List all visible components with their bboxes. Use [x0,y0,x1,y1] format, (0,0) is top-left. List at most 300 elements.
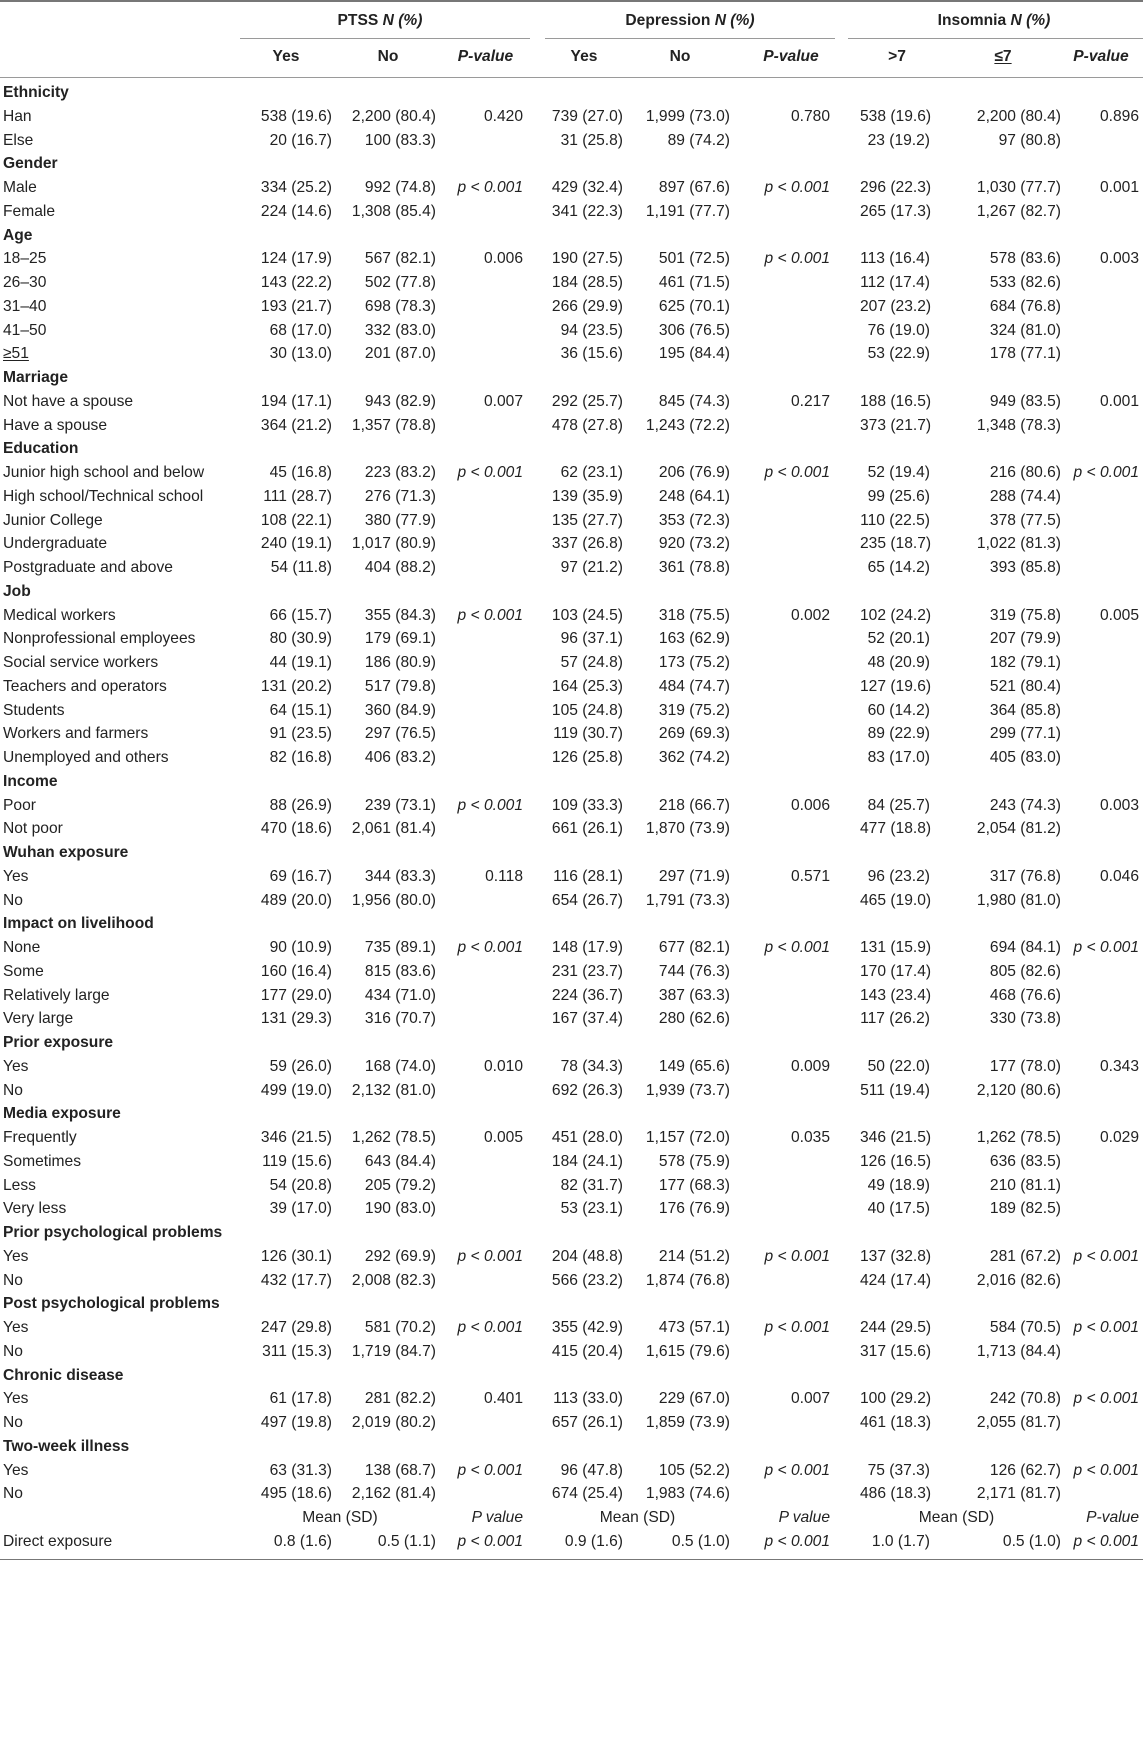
table-cell: 126 (16.5) [860,1152,932,1170]
table-cell: 30 (13.0) [269,345,332,363]
table-row [0,1458,1143,1484]
table-cell: 131 (20.2) [260,677,332,695]
table-row [0,674,1143,700]
table-cell: p < 0.001 [1073,1390,1139,1408]
table-cell: 429 (32.4) [551,179,623,196]
table-cell: 694 (84.1) [989,939,1061,956]
table-cell: Students [3,701,65,719]
table-cell: 90 (10.9) [269,939,332,956]
table-cell: 311 (15.3) [262,1342,332,1360]
table-cell: p < 0.001 [1073,1319,1139,1336]
table-cell: 20 (16.7) [269,131,332,149]
table-cell: No [3,891,23,909]
table-cell [752,294,830,320]
table-cell: No [3,1485,23,1503]
table-cell: 68 (17.0) [269,321,332,339]
group-name: Insomnia [937,12,1007,29]
mean-header-cell: P-value [1086,1509,1139,1526]
table-row [0,270,1143,296]
table-cell: 584 (70.5) [989,1319,1061,1336]
table-cell: 501 (72.5) [658,250,730,268]
table-cell: 2,055 (81.7) [976,1414,1061,1431]
table-cell: 344 (83.3) [364,867,436,885]
table-cell: 103 (24.5) [551,606,623,624]
table-cell: 188 (16.5) [860,392,932,410]
table-cell: 0.5 (1.0) [671,1532,730,1550]
table-cell [1063,983,1139,1009]
table-cell: 48 (20.9) [867,654,930,671]
table-row [0,1054,1143,1080]
table-cell: 60 (14.2) [867,701,930,719]
table-cell: 0.006 [790,796,830,814]
table-row [0,959,1143,985]
table-cell: 190 (27.5) [551,250,623,268]
table-cell: 2,061 (81.4) [351,820,436,838]
table-row [0,1244,1143,1270]
table-cell: 517 (79.8) [364,677,436,695]
table-cell: p < 0.001 [764,250,830,268]
table-cell: p < 0.001 [457,939,523,956]
table-cell: None [3,939,41,956]
table-cell: 1,939 (73.7) [645,1081,730,1099]
table-cell: 332 (83.0) [364,321,436,339]
table-cell: 1,713 (84.4) [976,1342,1061,1360]
table-row [0,460,1143,486]
section-title-row [0,223,1143,249]
table-cell: p < 0.001 [1073,1461,1139,1479]
table-row [0,389,1143,415]
table-cell: Undergraduate [3,535,108,553]
table-cell: p < 0.001 [457,179,523,196]
table-cell: 1,859 (73.9) [645,1414,730,1431]
table-cell: 521 (80.4) [989,677,1061,695]
table-cell: 511 (19.4) [860,1081,930,1099]
table-cell: 337 (26.8) [551,535,623,553]
table-cell: 44 (19.1) [269,654,332,671]
table-cell: 75 (37.3) [867,1461,930,1479]
table-cell: 40 (17.5) [867,1200,930,1218]
group-suffix: N (%) [1010,12,1051,29]
table-cell: 578 (75.9) [658,1152,730,1170]
table-cell: Poor [3,796,36,814]
section-title-row [0,579,1143,605]
table-cell: 99 (25.6) [867,487,930,505]
table-cell [752,745,830,771]
table-cell [752,698,830,724]
table-cell: 324 (81.0) [989,321,1061,339]
table-row [0,555,1143,581]
table-cell: 292 (69.9) [364,1247,436,1265]
table-cell: Job [3,582,31,600]
table-cell: 280 (62.6) [658,1010,730,1028]
table-cell: 194 (17.1) [260,392,332,410]
table-cell: 184 (28.5) [551,274,623,291]
table-cell: Yes [3,867,29,885]
table-cell: Postgraduate and above [3,559,173,576]
table-cell: 96 (23.2) [867,867,930,885]
table-cell [1063,888,1139,914]
table-cell [752,888,830,914]
table-cell: 195 (84.4) [658,345,730,363]
table-cell [752,650,830,676]
table-cell: 189 (82.5) [989,1200,1061,1218]
table-cell: 296 (22.3) [860,179,932,196]
table-cell: 473 (57.1) [658,1319,730,1336]
table-cell: 113 (33.0) [553,1390,623,1408]
section-title-row [0,80,1143,106]
table-cell: 184 (24.1) [551,1152,623,1170]
table-cell: 1,999 (73.0) [645,107,730,125]
table-cell: 2,054 (81.2) [976,820,1061,838]
table-cell: p < 0.001 [1073,1532,1139,1550]
table-cell: 281 (82.2) [364,1390,436,1408]
table-row [0,1481,1143,1507]
table-cell: 52 (20.1) [867,630,930,648]
table-cell [1063,745,1139,771]
table-cell: 205 (79.2) [364,1176,436,1194]
table-row [0,484,1143,510]
table-row [0,698,1143,724]
table-cell: 96 (47.8) [560,1461,623,1479]
table-cell: 229 (67.0) [658,1390,730,1408]
table-cell: 100 (29.2) [860,1390,932,1408]
table-cell: 684 (76.8) [989,297,1061,315]
table-cell: 41–50 [3,321,47,339]
table-cell: Relatively large [3,986,110,1004]
table-cell [448,1196,523,1222]
table-cell [448,1078,523,1104]
table-cell [1063,816,1139,842]
table-cell: p < 0.001 [1073,464,1139,481]
table-cell: 69 (16.7) [269,867,332,885]
section-title-row [0,1434,1143,1460]
table-cell: 190 (83.0) [364,1200,436,1218]
table-cell: 0.035 [790,1129,830,1146]
section-title-row [0,151,1143,177]
table-cell: 581 (70.2) [364,1319,436,1336]
table-cell [1063,626,1139,652]
table-row [0,1125,1143,1151]
table-cell: 317 (15.6) [860,1342,932,1360]
table-row [0,1315,1143,1341]
table-cell: 943 (82.9) [364,392,436,410]
table-cell: Nonprofessional employees [3,630,196,648]
table-cell: 2,171 (81.7) [976,1485,1061,1503]
table-row [0,128,1143,154]
table-cell: 636 (83.5) [989,1152,1061,1170]
table-cell: Female [3,202,55,220]
table-cell [448,1268,523,1294]
table-cell: 0.8 (1.6) [273,1532,332,1550]
table-cell: 0.029 [1099,1129,1139,1146]
table-cell: 578 (83.6) [989,250,1061,268]
table-cell: 31 (25.8) [560,131,623,149]
table-cell [752,413,830,439]
table-cell: 661 (26.1) [551,820,623,838]
table-row [0,603,1143,629]
table-cell: 110 (22.5) [860,511,930,529]
group-header-ptss [240,8,520,34]
table-cell: 465 (19.0) [860,891,932,909]
table-cell: 108 (22.1) [260,511,332,529]
table-cell: 1,262 (78.5) [351,1129,436,1146]
table-cell: 0.003 [1099,796,1139,814]
table-cell: 276 (71.3) [364,487,436,505]
table-cell: Ethnicity [3,84,69,101]
table-cell: 393 (85.8) [989,559,1061,576]
table-cell: 49 (18.9) [867,1176,930,1194]
table-cell: Media exposure [3,1105,121,1123]
table-cell [1063,555,1139,581]
table-cell: 0.010 [483,1057,523,1075]
table-cell: 177 (78.0) [989,1057,1061,1075]
table-cell: 735 (89.1) [364,939,436,956]
table-cell [1063,199,1139,225]
group-suffix: N (%) [382,12,423,29]
table-cell: 654 (26.7) [551,891,623,909]
table-cell: 0.007 [790,1390,830,1408]
table-cell: 143 (22.2) [260,274,332,291]
table-cell: 218 (66.7) [658,796,730,814]
table-cell: 164 (25.3) [551,677,623,695]
table-cell: 119 (15.6) [262,1152,332,1170]
table-cell: 78 (34.3) [560,1057,623,1075]
table-cell: 1,983 (74.6) [645,1485,730,1503]
subheader-cell: >7 [888,48,906,65]
table-cell: 243 (74.3) [989,796,1061,814]
table-cell: 0.006 [483,250,523,268]
mean-header-cell: Mean (SD) [599,1509,676,1526]
table-cell: 1,357 (78.8) [351,416,436,434]
table-cell: 334 (25.2) [260,179,332,196]
table-cell [1063,650,1139,676]
table-cell [1063,294,1139,320]
table-cell: 461 (18.3) [860,1414,932,1431]
table-cell [1063,508,1139,534]
table-cell: 105 (24.8) [551,701,623,719]
table-row [0,175,1143,201]
table-cell [448,508,523,534]
table-cell: 18–25 [3,250,47,268]
table-cell: 82 (16.8) [269,749,332,766]
table-cell: Unemployed and others [3,749,169,766]
table-cell: p < 0.001 [764,1461,830,1479]
table-cell: Sometimes [3,1152,81,1170]
table-cell: 80 (30.9) [269,630,332,648]
table-cell [448,888,523,914]
table-cell: 538 (19.6) [860,107,932,125]
table-cell: 499 (19.0) [260,1081,332,1099]
table-cell: No [3,1271,23,1289]
table-cell: Direct exposure [3,1532,113,1550]
table-cell [1063,531,1139,557]
table-cell [448,698,523,724]
table-row [0,793,1143,819]
table-cell [448,1481,523,1507]
table-cell: 486 (18.3) [860,1485,932,1503]
table-cell [752,318,830,344]
table-cell: 495 (18.6) [260,1485,332,1503]
table-row [0,1149,1143,1175]
table-cell: Male [3,179,37,196]
table-row [0,508,1143,534]
table-cell: 1,243 (72.2) [645,416,730,434]
table-cell: 91 (23.5) [269,725,332,743]
table-cell: 239 (73.1) [364,796,436,814]
table-cell: 176 (76.9) [658,1200,730,1218]
subheader-cell: P-value [457,48,514,65]
table-cell: 364 (85.8) [989,701,1061,719]
table-cell: 1,308 (85.4) [351,202,436,220]
table-cell: 244 (29.5) [860,1319,932,1336]
table-cell: Some [3,962,44,980]
table-cell: 2,120 (80.6) [976,1081,1061,1099]
table-row [0,816,1143,842]
table-cell: 39 (17.0) [269,1200,332,1218]
table-cell: 126 (25.8) [551,749,623,766]
table-cell: 406 (83.2) [364,749,436,766]
table-cell: 318 (75.5) [658,606,730,624]
table-cell: 567 (82.1) [364,250,436,268]
table-row [0,1006,1143,1032]
table-cell: 52 (19.4) [867,464,930,481]
table-row [0,1386,1143,1412]
table-row [0,650,1143,676]
table-cell [448,199,523,225]
table-cell: 1,030 (77.7) [976,179,1061,196]
table-cell [752,721,830,747]
table-cell: Have a spouse [3,416,108,434]
table-cell [448,484,523,510]
table-cell [448,1339,523,1365]
table-cell: 163 (62.9) [658,630,730,648]
table-cell [448,318,523,344]
table-cell: 177 (68.3) [658,1176,730,1194]
table-cell: 2,200 (80.4) [351,107,436,125]
table-cell: 235 (18.7) [860,535,932,553]
table-cell: 432 (17.7) [260,1271,332,1289]
table-cell: 319 (75.8) [989,606,1061,624]
table-cell [752,508,830,534]
table-cell: Gender [3,155,58,173]
table-cell: 625 (70.1) [658,297,730,315]
table-cell: 63 (31.3) [269,1461,332,1479]
table-cell [1063,1196,1139,1222]
table-cell: 216 (80.6) [989,464,1061,481]
table-cell [752,199,830,225]
table-cell: 281 (67.2) [989,1247,1061,1265]
table-cell: 138 (68.7) [364,1461,436,1479]
table-cell: 97 (21.2) [560,559,623,576]
table-cell [1063,1339,1139,1365]
table-cell: 160 (16.4) [260,962,332,980]
table-cell: 143 (23.4) [860,986,932,1004]
table-row [0,864,1143,890]
table-cell [752,1339,830,1365]
table-cell [448,1410,523,1436]
mean-header-cell: Mean (SD) [918,1509,995,1526]
table-cell: 566 (23.2) [551,1271,623,1289]
table-cell: 468 (76.6) [989,986,1061,1004]
table-cell: 117 (26.2) [860,1010,930,1028]
table-cell [448,959,523,985]
table-cell: 1,791 (73.3) [645,891,730,909]
table-cell: 137 (32.8) [860,1247,932,1265]
table-cell: Age [3,226,33,244]
table-cell [448,1006,523,1032]
subheader-cell: Yes [570,48,598,65]
table-cell: 0.001 [1099,179,1139,196]
section-title-row [0,1030,1143,1056]
table-cell: 0.002 [790,606,830,624]
table-cell: 364 (21.2) [260,416,332,434]
table-cell: 266 (29.9) [551,297,623,315]
table-cell: 0.401 [483,1390,523,1408]
table-cell: 96 (37.1) [560,630,623,648]
table-cell: 744 (76.3) [658,962,730,980]
mean-header-cell: P value [778,1509,830,1526]
table-cell: 378 (77.5) [989,511,1061,529]
table-cell: Less [3,1176,36,1194]
subheader-cell: P-value [763,48,819,65]
table-cell: 82 (31.7) [560,1176,623,1194]
table-row [0,1268,1143,1294]
table-cell: 119 (30.7) [553,725,623,743]
table-cell: 330 (73.8) [989,1010,1061,1028]
table-cell: 179 (69.1) [364,630,436,648]
table-cell: Workers and farmers [3,725,149,743]
table-cell: 64 (15.1) [269,701,332,719]
table-cell: Yes [3,1319,29,1336]
table-cell: 292 (25.7) [551,392,623,410]
table-cell: 61 (17.8) [269,1390,332,1408]
table-cell: 231 (23.7) [551,962,623,980]
table-cell: 247 (29.8) [260,1319,332,1336]
table-cell: 173 (75.2) [658,654,730,671]
table-cell: 355 (84.3) [364,606,436,624]
table-cell: 288 (74.4) [989,487,1061,505]
table-cell: Not poor [3,820,63,838]
table-cell: 242 (70.8) [989,1390,1061,1408]
table-cell [448,294,523,320]
table-cell: Income [3,772,58,790]
table-cell: 0.420 [483,107,523,125]
table-cell [752,1078,830,1104]
table-cell: Impact on livelihood [3,915,154,933]
group-suffix: N (%) [714,12,755,29]
table-cell [752,1410,830,1436]
table-cell: Junior high school and below [3,464,205,481]
table-cell: 113 (16.4) [860,250,930,268]
table-cell: 470 (18.6) [260,820,332,838]
table-cell: 26–30 [3,274,47,291]
group-rule-insomnia [848,38,1143,39]
table-cell: 31–40 [3,297,47,315]
table-cell: 102 (24.2) [860,606,932,624]
table-cell: 66 (15.7) [269,606,332,624]
table-cell: 1,262 (78.5) [976,1129,1061,1146]
table-cell: Yes [3,1390,29,1408]
table-cell: 1,191 (77.7) [645,202,730,220]
table-cell: 451 (28.0) [551,1129,623,1146]
table-cell: 1,874 (76.8) [645,1271,730,1289]
table-cell [752,674,830,700]
table-cell: Very less [3,1200,67,1218]
table-cell: Social service workers [3,654,159,671]
table-cell: 674 (25.4) [551,1485,623,1503]
table-cell: 1,615 (79.6) [645,1342,730,1360]
table-cell [448,983,523,1009]
